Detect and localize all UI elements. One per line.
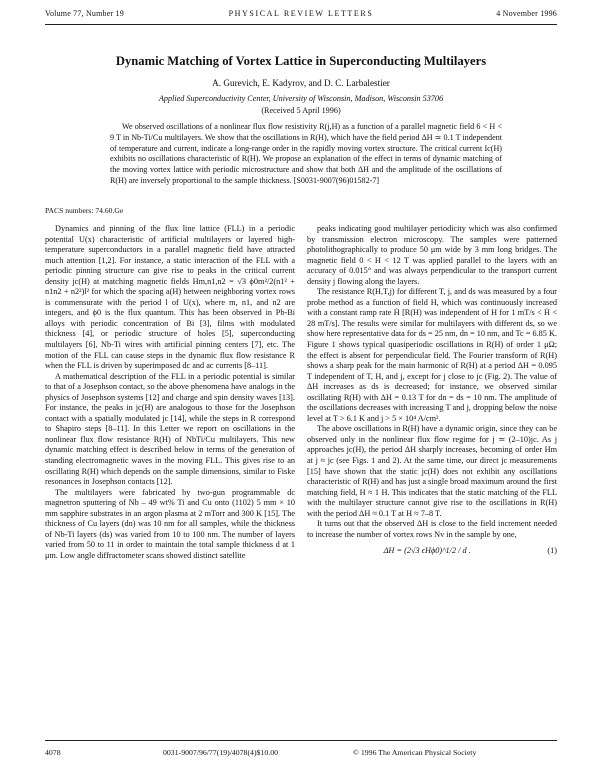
affiliation: Applied Superconductivity Center, University of Wisconsin, Madison, Wisconsin 53706 (158, 94, 444, 103)
body-paragraph: The resistance R(H,T,j) for different T, j, and ds was measured by a four probe method as a function of field H, which was continuously increased with a constant ramp rate Ḣ [R(H) was independent of H for 1 mT/s < Ḣ < 28 mT/s]. The results were similar for multilayers with different ds, so we show here representative data for ds = 25 nm, dn = 10 nm, and Tc = 6.85 K. Figure 1 shows typical quasiperiodic oscillations in R(H) of order 1 μΩ; the effect is absent for perpendicular field. The Fourier transform of R(H) shows a sharp peak for the main harmonic of R(H) at a period ΔH = 0.095 T independent of T, H, and j, except for j close to jc (Fig. 2). The value of ΔH increases as ds is decreased; for instance, we observed similar oscillating R(H) with ΔH = 0.13 T for dn = ds = 10 nm. The amplitude of the oscillations decreases with increasing T and j, dropping below the noise level at T > 6.1 K and j > 5 × 10⁴ A/cm². (307, 287, 557, 423)
page-number: 4078 (45, 748, 61, 757)
body-paragraph: peaks indicating good multilayer periodicity which was also confirmed by transmission electron microscopy. The samples were patterned photolithographically to produce 50 μm wide by 3 mm long bridges. The magnetic field 0 < H < 12 T was applied parallel to the layers with an accuracy of 0.015° and was always perpendicular to the transport current density j flowing along the layers. (307, 224, 557, 286)
journal-name: PHYSICAL REVIEW LETTERS (228, 9, 374, 18)
article-title: Dynamic Matching of Vortex Lattice in Superconducting Multilayers (115, 54, 487, 68)
body-paragraph: A mathematical description of the FLL in a periodic potential is similar to that of a Josephson contact, so the above phenomena have analogs in the physics of Josephson systems [12] and charge and spin density waves [13]. For instance, the peaks in jc(H) are analogous to those for the Josephson contact with a spatially modulated jc [14], while the steps in R correspond to Shapiro steps [8–11]. In this Letter we report on oscillations in the nonlinear flux flow resistance R(H) of NbTi/Cu multilayers. This new dynamic matching effect is described below in terms of the generation of standing electromagnetic waves in the moving FLL. This gives rise to an oscillating R(H) which depends on the sample dimensions, similar to Fiske resonances in Josephson contacts [12]. (45, 371, 295, 487)
pacs-numbers: PACS numbers: 74.60.Ge (45, 206, 124, 215)
footer-rule (45, 740, 557, 741)
copyright: © 1996 The American Physical Society (353, 748, 477, 757)
volume-number: Volume 77, Number 19 (45, 9, 124, 18)
issue-date: 4 November 1996 (496, 9, 557, 18)
received-date: (Received 5 April 1996) (261, 106, 341, 115)
body-paragraph: The multilayers were fabricated by two-gun programmable dc magnetron sputtering of Nb – 49 wt% Ti and Cu onto (1102) 5 mm × 10 mm sapphire substrates in an argon plasma at 2 mTorr and 300 K [15]. The thickness of Cu layers (dn) was 10 nm for all samples, while the thickness of Nb-Ti layers (ds) was varied from 10 to 100 nm. The number of layers varied from 50 to 11 in order to maintain the total sample thickness d at 1 μm. Low angle diffractometer scans showed distinct satellite (45, 487, 295, 560)
article-code: 0031-9007/96/77(19)/4078(4)$10.00 (163, 748, 278, 757)
running-header (45, 9, 557, 23)
equation-1 (307, 546, 557, 557)
header-rule (45, 24, 557, 25)
equation-number: (1) (547, 546, 557, 556)
left-column (45, 224, 295, 562)
abstract: We observed oscillations of a nonlinear flux flow resistivity R(j,H) as a function of a parallel magnetic field 6 < H < 9 T in Nb-Ti/Cu multilayers. We show that the oscillations in R(H), which have the field period ΔH ≃ 0.1 T independent of temperature and current, indicate a long-range order in the rapidly moving vortex structure. The critical current Ic(H) exhibits no oscillations characteristic of R(H). We propose an explanation of the effect in terms of dynamic matching of the moving vortex lattice with periodic microstructure and show that both ΔH and the amplitude of the oscillations of R(H) are inversely proportional to the sample thickness. [S0031-9007(96)01582-7] (110, 122, 502, 185)
body-paragraph: Dynamics and pinning of the flux line lattice (FLL) in a periodic potential U(x) characteristic of artificial multilayers or layered high-temperature superconductors in a parallel magnetic field have attracted much attention [1,2]. For instance, a static interaction of the FLL with a periodic pinning structure can give rise to peaks in the critical current density jc(H) at matching magnetic fields Hm,n1,n2 = √3 ϕ0m²/2(n1² + n1n2 + n2²)l² for which the spacing a(H) between neighboring vortex rows is commensurate with the period l of U(x), where m, n1, and n2 are integers, and ϕ0 is the flux quantum. This has been observed in Pb-Bi alloys with periodic concentration of Bi [3], films with modulated thickness [4], or periodic structure of holes [5], superconducting multilayers [6], Nb-Ti wires with artificial pinning centers [7], etc. The motion of the FLL can cause steps in the dynamic flux flow resistance R when the FLL is driven by superimposed dc and ac currents [8–11]. (45, 224, 295, 371)
right-column (307, 224, 557, 561)
body-paragraph: It turns out that the observed ΔH is close to the field increment needed to increase the number of vortex rows Nv in the sample by one, (307, 519, 557, 539)
page-footer (45, 748, 557, 760)
equation-text: ΔH = (2√3 ϵHϕ0)^1/2 / d . (383, 546, 471, 556)
body-paragraph: The above oscillations in R(H) have a dynamic origin, since they can be observed only in the nonlinear flux flow regime for j ≃ (2–10)jc. As j approaches jc(H), the period ΔH sharply increases, becoming of order Hm at j ≈ jc (see Figs. 1 and 2). At the same time, our direct jc measurements [15] have shown that the static jc(H) does not exhibit any oscillations characteristic of R(H) and has just a single broad maximum around the first matching field, H ≈ 1 H. This indicates that the static matching of the FLL with the multilayer structure cannot give rise to the oscillations in R(H) with the period ΔH ≈ 0.1 T at H ≈ 7–8 T. (307, 424, 557, 518)
author-list: A. Gurevich, E. Kadyrov, and D. C. Larbalestier (212, 78, 390, 88)
